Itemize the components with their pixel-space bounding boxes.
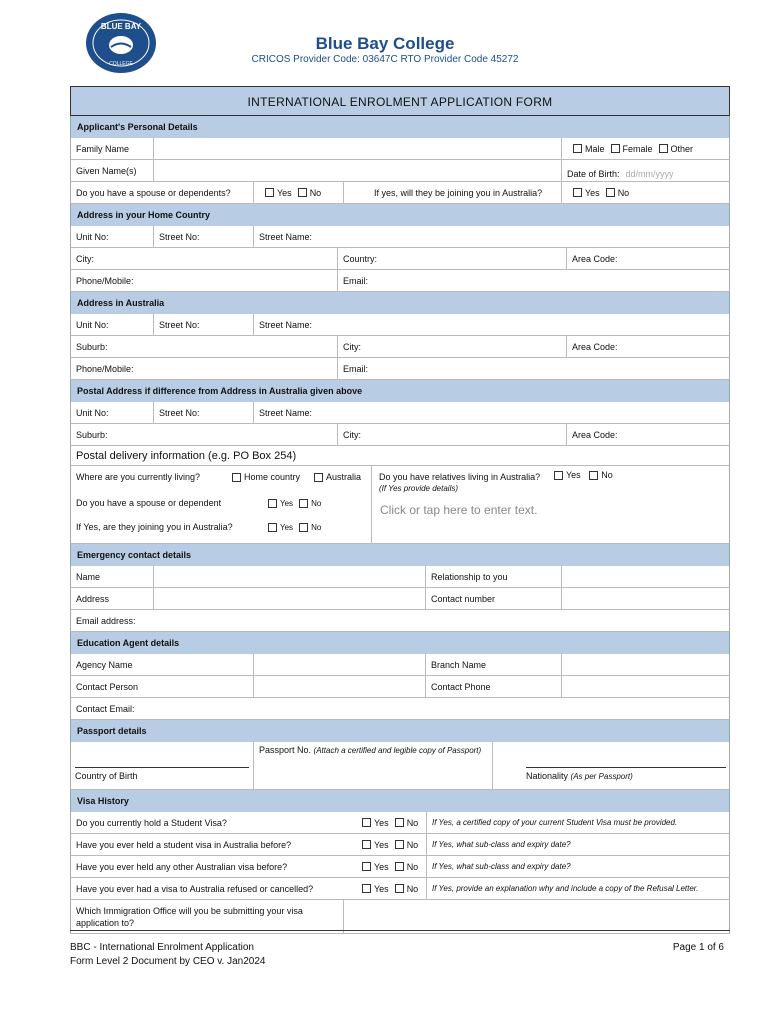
visa-question-3: Have you ever held any other Australian visa before? [76, 861, 288, 872]
agent-email-label[interactable]: Contact Email: [76, 703, 135, 714]
living-question: Where are you currently living? [76, 472, 201, 482]
visa-options-2 [351, 834, 423, 855]
yes-label: Yes [374, 817, 389, 828]
aus-street-no-label[interactable]: Street No: [153, 314, 253, 335]
family-name-field[interactable] [153, 138, 561, 159]
provider-codes: CRICOS Provider Code: 03647C RTO Provider Code 45272 [251, 54, 519, 65]
yes-label: Yes [280, 522, 294, 532]
visa-question-5: Which Immigration Office will you be submitting your visa application to? [76, 905, 303, 928]
home-street-no-label[interactable]: Street No: [153, 226, 253, 247]
form-title: INTERNATIONAL ENROLMENT APPLICATION FORM [70, 86, 730, 116]
agency-row [70, 654, 730, 676]
no-label: No [309, 187, 322, 198]
postal-street-no-label[interactable]: Street No: [153, 402, 253, 423]
home-email-label[interactable]: Email: [337, 270, 731, 291]
emergency-name-label: Name [76, 571, 101, 582]
aus-street-name-label[interactable]: Street Name: [253, 314, 731, 335]
visa-options-3 [351, 856, 423, 877]
aus-phone-row [70, 358, 730, 380]
female-checkbox[interactable] [611, 144, 620, 153]
no-label: No [406, 839, 419, 850]
relatives-question: Do you have relatives living in Australia? [379, 472, 541, 482]
yes-label: Yes [566, 470, 581, 480]
australia-label: Australia [326, 472, 362, 482]
postal-spouse-yes-checkbox[interactable] [268, 499, 277, 508]
home-unit-label[interactable]: Unit No: [76, 231, 109, 242]
visa-row-2 [70, 834, 730, 856]
given-names-row [70, 160, 730, 182]
visa-note-2[interactable]: If Yes, what sub-class and expiry date? [426, 834, 731, 855]
visa-options-1 [351, 812, 423, 833]
no-label: No [617, 187, 630, 198]
enrolment-form [70, 86, 730, 934]
family-name-label: Family Name [76, 143, 130, 154]
visa-note-3[interactable]: If Yes, what sub-class and expiry date? [426, 856, 731, 877]
contact-person-row [70, 676, 730, 698]
relationship-field[interactable] [561, 566, 731, 587]
section-education-agent: Education Agent details [70, 632, 730, 654]
joining-question: If yes, will they be joining you in Australia? [343, 182, 561, 203]
emergency-address-label: Address [76, 593, 110, 604]
given-names-field[interactable] [153, 160, 561, 181]
svg-text:COLLEGE: COLLEGE [109, 61, 133, 67]
home-street-row [70, 226, 730, 248]
postal-joining-yes-checkbox[interactable] [268, 523, 277, 532]
home-street-name-label[interactable]: Street Name: [253, 226, 731, 247]
yes-label: Yes [374, 839, 389, 850]
postal-joining-no-checkbox[interactable] [299, 523, 308, 532]
yes-label: Yes [374, 861, 389, 872]
no-label: No [601, 470, 613, 480]
dob-label: Date of Birth: [567, 169, 620, 179]
nationality-note: (As per Passport) [570, 772, 633, 781]
dob-field[interactable]: dd/mm/yyyy [625, 169, 674, 179]
section-personal-details: Applicant's Personal Details [70, 116, 730, 138]
aus-city-label[interactable]: City: [337, 336, 566, 357]
visa-options-4 [351, 878, 423, 899]
emergency-name-row [70, 566, 730, 588]
home-country-checkbox[interactable] [232, 473, 241, 482]
spouse-no-checkbox[interactable] [298, 188, 307, 197]
postal-suburb-label[interactable]: Suburb: [76, 429, 108, 440]
branch-name-label: Branch Name [425, 654, 561, 675]
visa-row-4 [70, 878, 730, 900]
section-postal-address: Postal Address if difference from Address in Australia given above [70, 380, 730, 402]
relatives-details-field[interactable]: Click or tap here to enter text. [380, 503, 538, 517]
emergency-address-field[interactable] [153, 588, 425, 609]
visa2-yes-checkbox[interactable] [362, 840, 371, 849]
visa-row-3 [70, 856, 730, 878]
postal-spouse-options [257, 492, 357, 514]
passport-row [70, 742, 730, 790]
postal-spouse-no-checkbox[interactable] [299, 499, 308, 508]
home-country-label: Home country [244, 472, 301, 482]
spouse-yes-checkbox[interactable] [265, 188, 274, 197]
relatives-note: (If Yes provide details) [379, 484, 459, 493]
other-label: Other [670, 143, 694, 154]
australia-checkbox[interactable] [314, 473, 323, 482]
gender-options [561, 138, 731, 159]
section-passport: Passport details [70, 720, 730, 742]
postal-delivery-info[interactable]: Postal delivery information (e.g. PO Box 254) [76, 449, 297, 462]
visa-note-4[interactable]: If Yes, provide an explanation why and include a copy of the Refusal Letter. [426, 878, 731, 899]
passport-note: (Attach a certified and legible copy of Passport) [313, 746, 482, 755]
postal-joining-options [257, 516, 357, 538]
living-options [221, 466, 371, 488]
emergency-name-field[interactable] [153, 566, 425, 587]
relatives-options [548, 470, 613, 480]
home-country-label[interactable]: Country: [337, 248, 566, 269]
branch-name-field[interactable] [561, 654, 731, 675]
immigration-office-field[interactable] [343, 900, 731, 933]
spouse-options [253, 182, 343, 203]
emergency-email-row [70, 610, 730, 632]
college-name: Blue Bay College [315, 34, 455, 53]
passport-no-cell[interactable] [253, 742, 493, 789]
svg-text:BLUE BAY: BLUE BAY [100, 22, 142, 31]
postal-joining-question: If Yes, are they joining you in Australia? [76, 522, 233, 532]
aus-unit-label[interactable]: Unit No: [76, 319, 109, 330]
postal-suburb-row [70, 424, 730, 446]
family-name-row [70, 138, 730, 160]
aus-email-label[interactable]: Email: [337, 358, 731, 379]
home-area-code-label[interactable]: Area Code: [566, 248, 731, 269]
section-emergency-contact: Emergency contact details [70, 544, 730, 566]
relatives-no-checkbox[interactable] [589, 471, 598, 480]
visa-question-4: Have you ever had a visa to Australia refused or cancelled? [76, 883, 314, 894]
visa4-yes-checkbox[interactable] [362, 884, 371, 893]
postal-spouse-question: Do you have a spouse or dependent [76, 498, 222, 508]
relatives-yes-checkbox[interactable] [554, 471, 563, 480]
visa2-no-checkbox[interactable] [395, 840, 404, 849]
no-label: No [406, 883, 419, 894]
agent-email-row [70, 698, 730, 720]
page-number: Page 1 of 6 [672, 942, 724, 953]
contact-phone-field[interactable] [561, 676, 731, 697]
visa-question-1: Do you currently hold a Student Visa? [76, 817, 227, 828]
visa-note-1[interactable]: If Yes, a certified copy of your current Student Visa must be provided. [426, 812, 731, 833]
footer-doc-version: Form Level 2 Document by CEO v. Jan2024 [70, 956, 266, 967]
relatives-cell [371, 466, 731, 544]
relationship-label: Relationship to you [425, 566, 561, 587]
aus-suburb-label[interactable]: Suburb: [76, 341, 108, 352]
no-label: No [311, 522, 322, 532]
yes-label: Yes [280, 498, 294, 508]
visa1-no-checkbox[interactable] [395, 818, 404, 827]
postal-delivery-row [70, 446, 730, 466]
joining-yes-checkbox[interactable] [573, 188, 582, 197]
spouse-question: Do you have a spouse or dependents? [76, 187, 231, 198]
male-checkbox[interactable] [573, 144, 582, 153]
visa3-yes-checkbox[interactable] [362, 862, 371, 871]
contact-person-label: Contact Person [76, 681, 139, 692]
home-city-label[interactable]: City: [76, 253, 94, 264]
other-checkbox[interactable] [659, 144, 668, 153]
visa-row-5 [70, 900, 730, 934]
footer-divider [70, 930, 730, 931]
agency-name-label: Agency Name [76, 659, 133, 670]
contact-number-label: Contact number [425, 588, 561, 609]
yes-label: Yes [374, 883, 389, 894]
postal-street-name-label[interactable]: Street Name: [253, 402, 731, 423]
country-of-birth-label[interactable]: Country of Birth [75, 767, 249, 781]
male-label: Male [585, 143, 605, 154]
home-phone-row [70, 270, 730, 292]
section-visa-history: Visa History [70, 790, 730, 812]
dob-cell [561, 160, 731, 181]
contact-person-field[interactable] [253, 676, 425, 697]
aus-area-code-label[interactable]: Area Code: [566, 336, 731, 357]
visa4-no-checkbox[interactable] [395, 884, 404, 893]
section-australia-address: Address in Australia [70, 292, 730, 314]
visa-question-2: Have you ever held a student visa in Australia before? [76, 839, 292, 850]
section-home-address: Address in your Home Country [70, 204, 730, 226]
joining-options [561, 182, 731, 203]
spouse-row [70, 182, 730, 204]
visa3-no-checkbox[interactable] [395, 862, 404, 871]
given-names-label: Given Name(s) [76, 165, 137, 176]
no-label: No [311, 498, 322, 508]
postal-area-code-label[interactable]: Area Code: [566, 424, 731, 445]
footer-doc-title: BBC - International Enrolment Application [70, 942, 254, 953]
nationality-label: Nationality [526, 771, 569, 781]
emergency-email-label[interactable]: Email address: [76, 615, 136, 626]
aus-phone-label[interactable]: Phone/Mobile: [76, 363, 134, 374]
visa-row-1 [70, 812, 730, 834]
emergency-address-row [70, 588, 730, 610]
yes-label: Yes [585, 187, 600, 198]
nationality-cell[interactable] [526, 767, 726, 781]
aus-suburb-row [70, 336, 730, 358]
yes-label: Yes [277, 187, 292, 198]
postal-unit-label[interactable]: Unit No: [76, 407, 109, 418]
home-phone-label[interactable]: Phone/Mobile: [76, 275, 134, 286]
agency-name-field[interactable] [253, 654, 425, 675]
visa1-yes-checkbox[interactable] [362, 818, 371, 827]
living-block [70, 466, 730, 544]
female-label: Female [622, 143, 653, 154]
aus-street-row [70, 314, 730, 336]
passport-no-label: Passport No. [259, 745, 312, 755]
postal-city-label[interactable]: City: [337, 424, 566, 445]
no-label: No [406, 861, 419, 872]
home-city-row [70, 248, 730, 270]
postal-street-row [70, 402, 730, 424]
contact-phone-label: Contact Phone [425, 676, 561, 697]
no-label: No [406, 817, 419, 828]
contact-number-field[interactable] [561, 588, 731, 609]
joining-no-checkbox[interactable] [606, 188, 615, 197]
